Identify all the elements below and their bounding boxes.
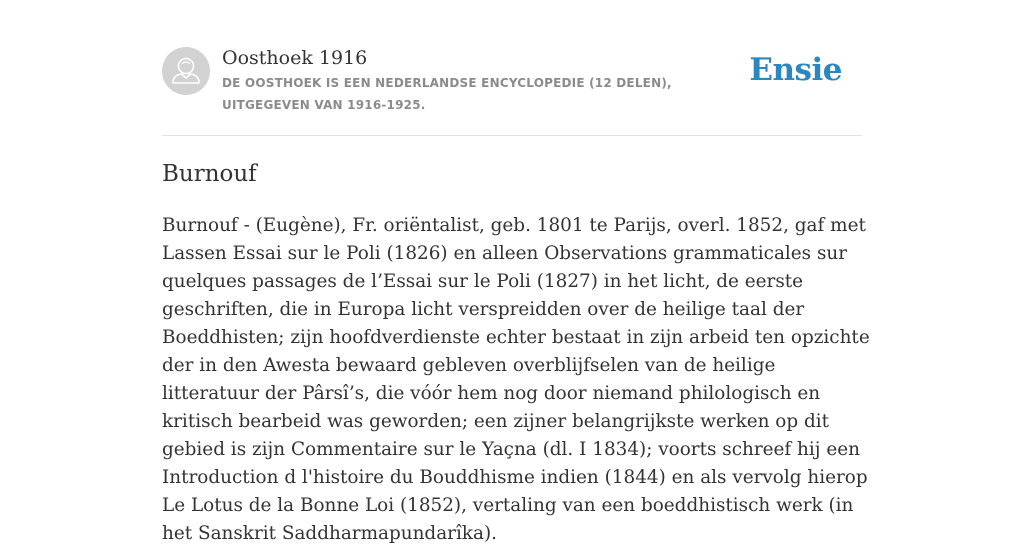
entry-title: Burnouf [162,161,257,187]
source-info [222,46,762,116]
user-icon[interactable] [162,47,210,95]
entry-body: Burnouf - (Eugène), Fr. oriëntalist, geb. 1801 te Parijs, overl. 1852, gaf met Lassen Essai sur le Poli (1826) en alleen Observations grammaticales sur quelques passages de l’Essai sur le Poli (1827) in het licht, de eerste geschriften, die in Europa licht verspreidden over de heilige taal der Boeddhisten; zijn hoofdverdienste echter bestaat in zijn arbeid ten opzichte der in den Awesta bewaard gebleven overblijfselen van de heilige litteratuur der Pârsî’s, die vóór hem nog door niemand philologisch en kritisch bearbeid was geworden; een zijner belangrijkste werken op dit gebied is zijn Commentaire sur le Yaçna (dl. I 1834); voorts schreef hij een Introduction d l'histoire du Bouddhisme indien (1844) en als vervolg hierop Le Lotus de la Bonne Loi (1852), vertaling van een boeddhistisch werk (in het Sanskrit Saddharmapundarîka). [162,215,870,544]
source-header [162,46,862,136]
source-description: DE OOSTHOEK IS EEN NEDERLANDSE ENCYCLOPEDIE (12 DELEN), UITGEGEVEN VAN 1916-1925. [222,76,672,112]
source-title[interactable]: Oosthoek 1916 [222,47,368,69]
ensie-logo[interactable]: Ensie [749,52,842,88]
